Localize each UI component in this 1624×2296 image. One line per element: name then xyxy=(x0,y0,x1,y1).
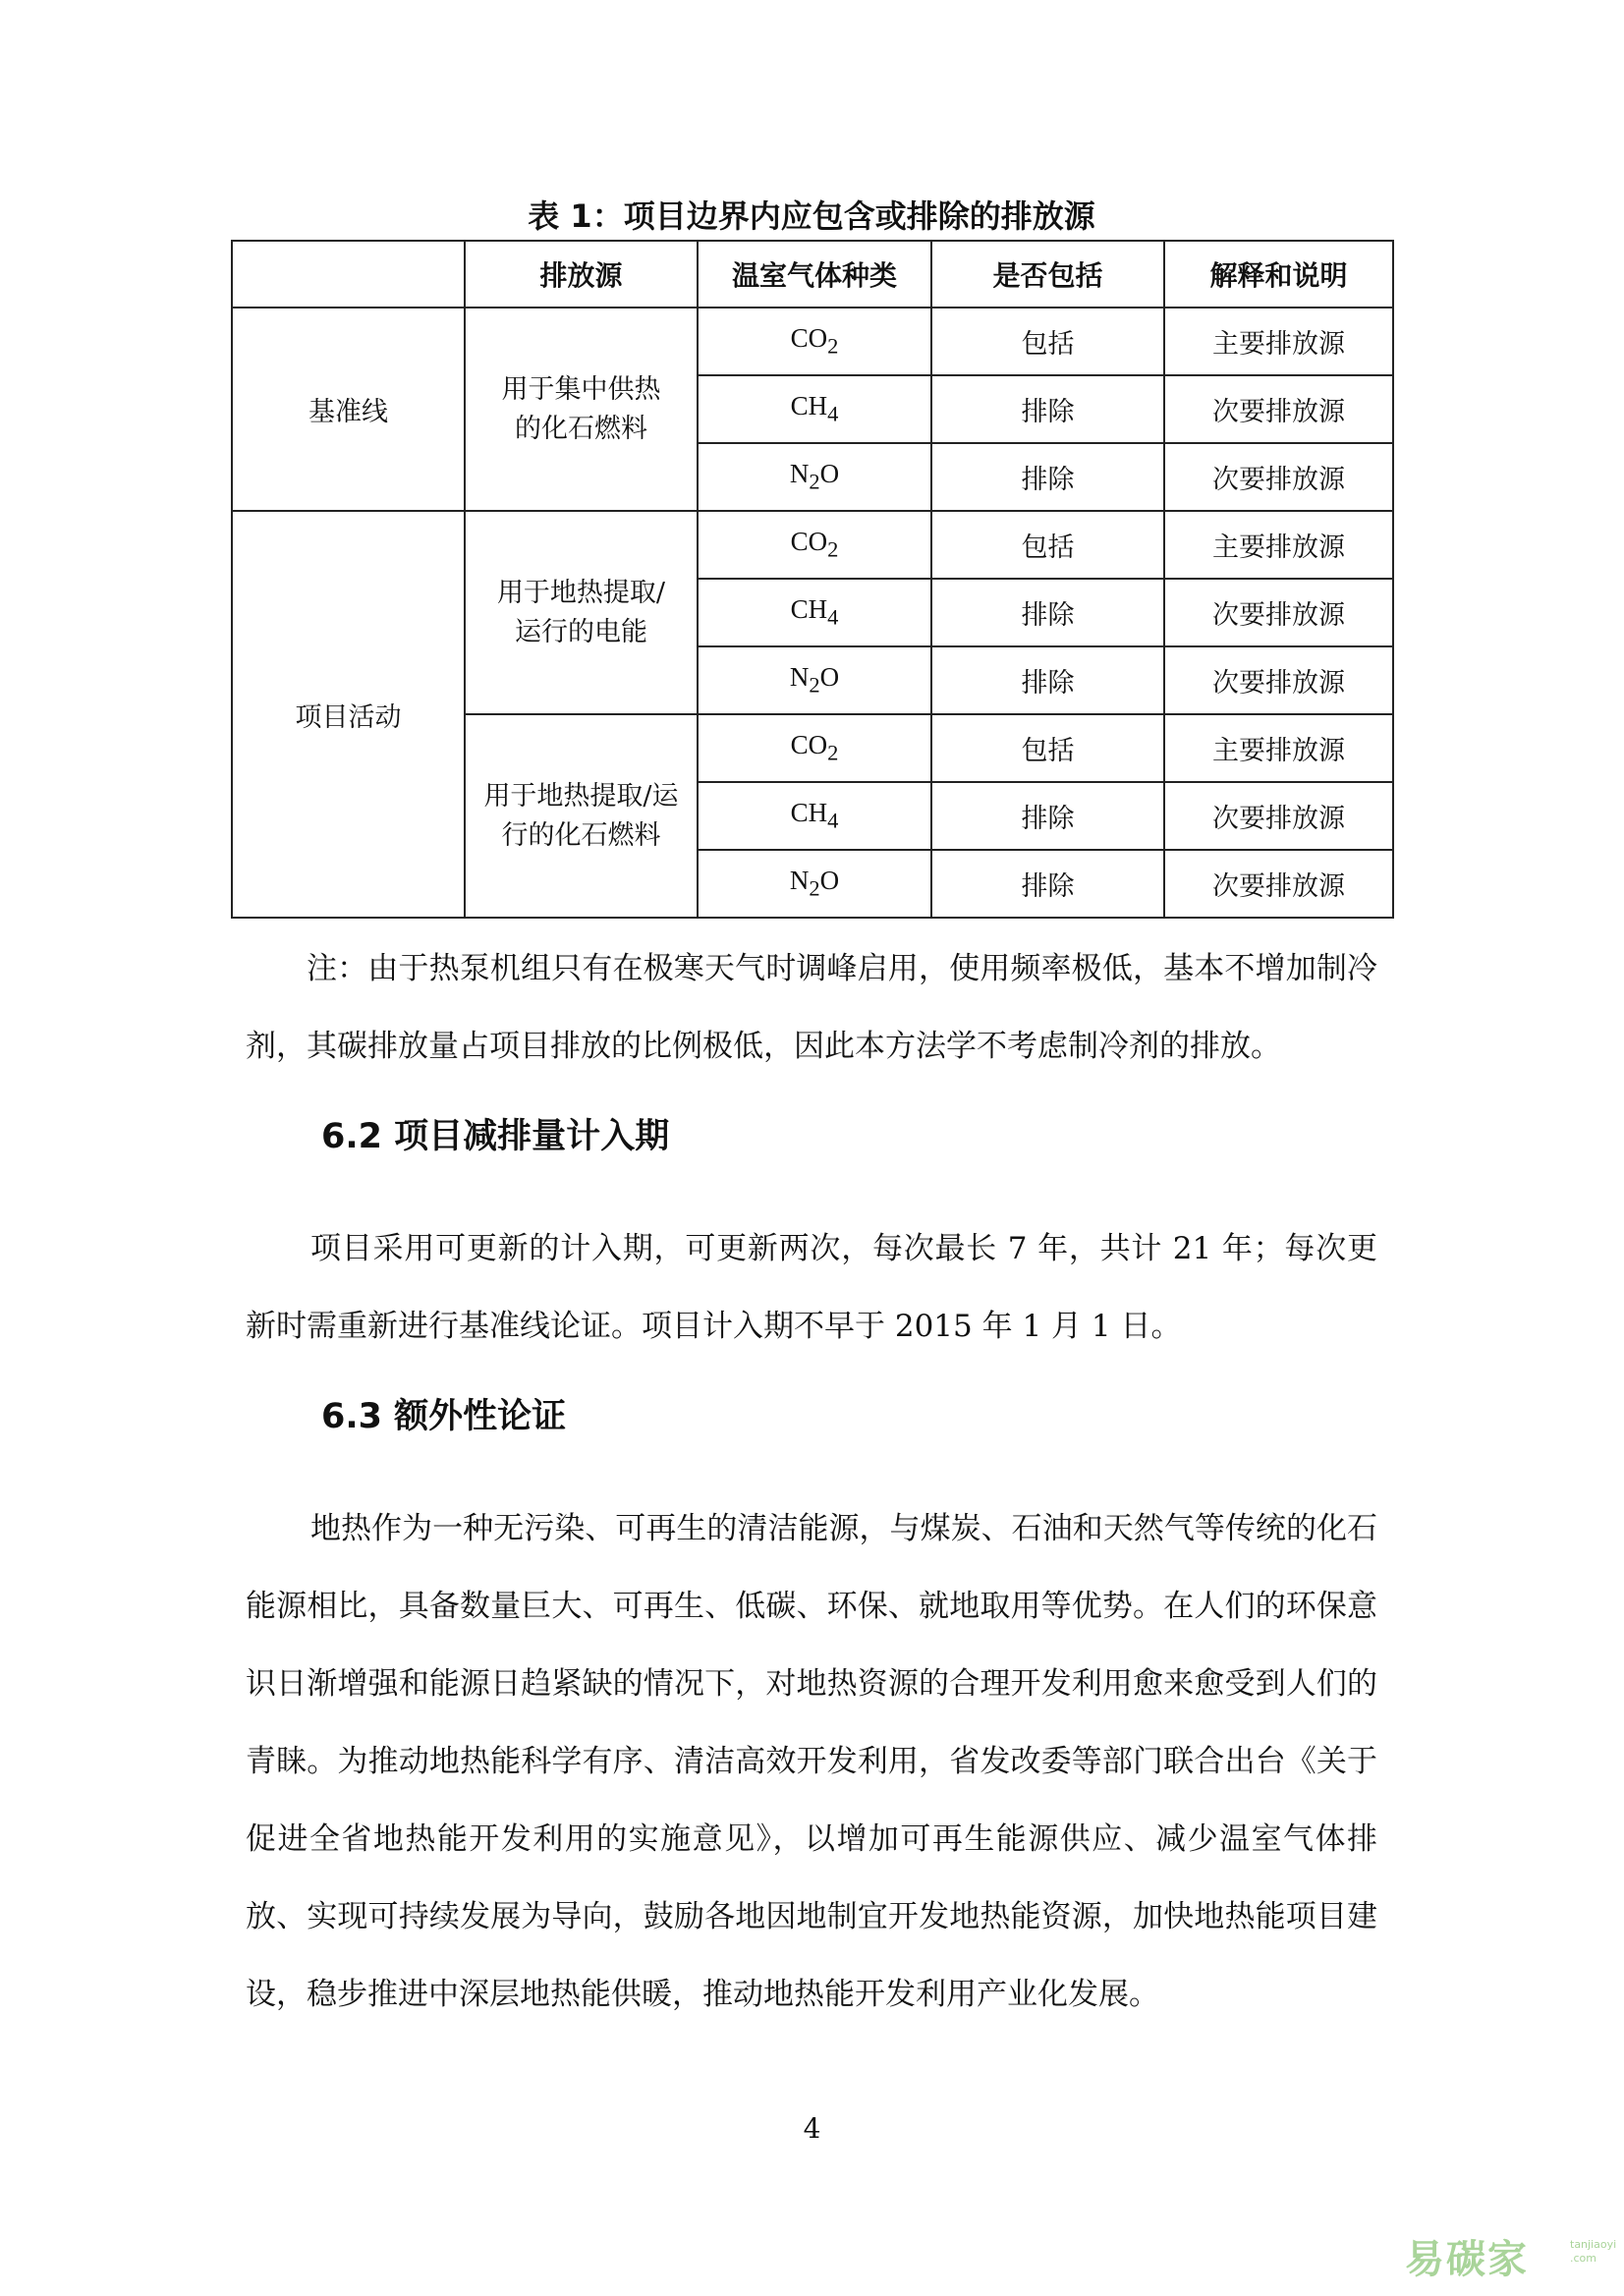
note-cell: 次要排放源 xyxy=(1164,782,1393,850)
source-text: 用于集中供热的化石燃料 xyxy=(501,373,661,444)
gas-cell: $N_2O$ xyxy=(698,850,931,918)
included-cell: 排除 xyxy=(931,375,1164,443)
category-cell: 项目活动 xyxy=(232,511,465,918)
included-cell: 排除 xyxy=(931,579,1164,646)
note-cell: 主要排放源 xyxy=(1164,714,1393,782)
source-text: 用于地热提取/运行的化石燃料 xyxy=(483,780,679,851)
note-cell: 主要排放源 xyxy=(1164,511,1393,579)
included-cell: 排除 xyxy=(931,443,1164,511)
table-note-paragraph: 注：由于热泵机组只有在极寒天气时调峰启用，使用频率极低，基本不增加制冷剂，其碳排放量占项目排放的比例极低，因此本方法学不考虑制冷剂的排放。 xyxy=(246,951,1377,1064)
source-cell xyxy=(465,308,698,511)
note-cell: 次要排放源 xyxy=(1164,375,1393,443)
note-cell: 次要排放源 xyxy=(1164,850,1393,918)
section-6-2-body: 项目采用可更新的计入期，可更新两次，每次最长 7 年，共计 21 年；每次更新时需重新进行基准线论证。项目计入期不早于 2015 年 1 月 1 日。 xyxy=(246,1231,1377,1344)
table-row xyxy=(232,511,1393,579)
header-gas: 温室气体种类 xyxy=(698,241,931,308)
section-heading-6-2: 6.2 项目减排量计入期 xyxy=(321,1117,670,1156)
header-source: 排放源 xyxy=(465,241,698,308)
note-cell: 次要排放源 xyxy=(1164,579,1393,646)
gas-cell: $CO_2$ xyxy=(698,308,931,375)
note-cell: 次要排放源 xyxy=(1164,646,1393,714)
watermark-text: 易碳家 xyxy=(1405,2237,1529,2282)
gas-cell: $CH_4$ xyxy=(698,579,931,646)
table-caption: 表 1：项目边界内应包含或排除的排放源 xyxy=(528,197,1095,235)
section-heading-6-3: 6.3 额外性论证 xyxy=(321,1397,567,1436)
note-cell: 主要排放源 xyxy=(1164,308,1393,375)
note-cell: 次要排放源 xyxy=(1164,443,1393,511)
source-cell xyxy=(465,511,698,714)
gas-cell: $CH_4$ xyxy=(698,375,931,443)
gas-cell: $N_2O$ xyxy=(698,646,931,714)
section-6-3-body: 地热作为一种无污染、可再生的清洁能源，与煤炭、石油和天然气等传统的化石能源相比，具备数量巨大、可再生、低碳、环保、就地取用等优势。在人们的环保意识日渐增强和能源日趋紧缺的情况下，对地热资源的合理开发利用愈来愈受到人们的青睐。为推动地热能科学有序、清洁高效开发利用，省发改委等部门联合出台《关于促进全省地热能开发利用的实施意见》，以增加可再生能源供应、减少温室气体排放、实现可持续发展为导向，鼓励各地因地制宜开发地热能资源，加快地热能项目建设，稳步推进中深层地热能供暖，推动地热能开发利用产业化发展。 xyxy=(246,1511,1377,2012)
included-cell: 包括 xyxy=(931,714,1164,782)
watermark-logo xyxy=(1405,2228,1617,2287)
included-cell: 包括 xyxy=(931,511,1164,579)
source-text: 用于地热提取/运行的电能 xyxy=(496,577,666,647)
header-blank xyxy=(232,241,465,308)
header-note: 解释和说明 xyxy=(1164,241,1393,308)
category-cell: 基准线 xyxy=(232,308,465,511)
included-cell: 排除 xyxy=(931,850,1164,918)
table-header-row xyxy=(232,241,1393,308)
included-cell: 包括 xyxy=(931,308,1164,375)
included-cell: 排除 xyxy=(931,646,1164,714)
gas-cell: $N_2O$ xyxy=(698,443,931,511)
header-included: 是否包括 xyxy=(931,241,1164,308)
included-cell: 排除 xyxy=(931,782,1164,850)
gas-cell: $CH_4$ xyxy=(698,782,931,850)
watermark-domain: tanjiaoyi .com xyxy=(1570,2238,1617,2265)
page-number: 4 xyxy=(803,2112,821,2145)
source-cell xyxy=(465,714,698,918)
emissions-table xyxy=(231,240,1394,919)
gas-cell: $CO_2$ xyxy=(698,714,931,782)
table-row xyxy=(232,308,1393,375)
gas-cell: $CO_2$ xyxy=(698,511,931,579)
